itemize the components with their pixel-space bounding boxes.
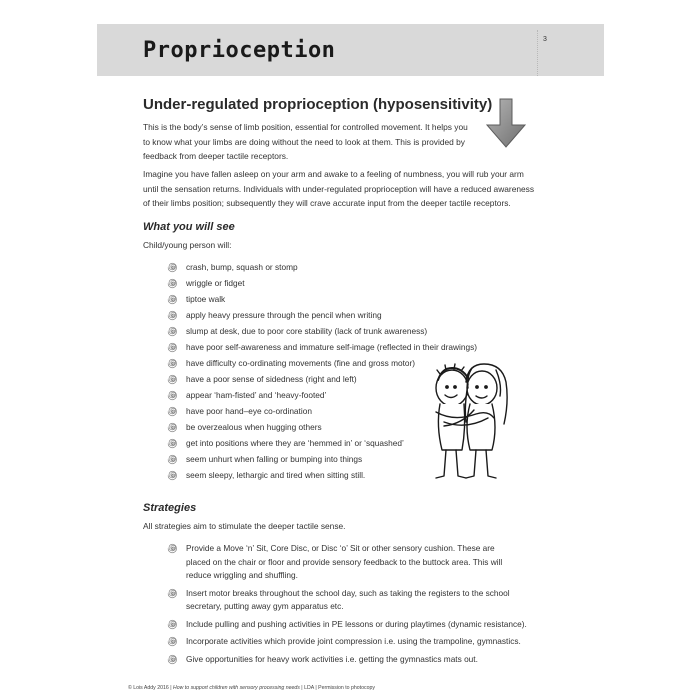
list-item (167, 635, 567, 649)
list-item (167, 262, 477, 278)
spiral-bullet-icon (167, 406, 178, 417)
footer-book-title: How to support children with sensory processing needs (172, 685, 300, 691)
list-item-text: tiptoe walk (186, 294, 226, 304)
header-divider (537, 30, 538, 76)
spiral-bullet-icon (167, 654, 178, 665)
hugging-children-illustration (414, 360, 534, 482)
list-item (167, 326, 477, 342)
footer-publisher: LDA (304, 685, 314, 691)
spiral-bullet-icon (167, 636, 178, 647)
list-item (167, 587, 567, 614)
list-item-text: have poor hand–eye co-ordination (186, 406, 312, 416)
spiral-bullet-icon (167, 619, 178, 630)
section-content (143, 96, 513, 164)
spiral-bullet-icon (167, 588, 178, 599)
list-item (167, 278, 477, 294)
page-header (97, 24, 604, 76)
list-item (167, 294, 477, 310)
spiral-bullet-icon (167, 358, 178, 369)
spiral-bullet-icon (167, 326, 178, 337)
example-line: until the sensation returns. Individuals with under-regulated proprioception will have a reduced awareness (143, 183, 535, 194)
what-you-will-see-heading: What you will see (143, 221, 235, 233)
strategy-list (167, 542, 567, 670)
example-line: Imagine you have fallen asleep on your arm and awake to a feeling of numbness, you will rub your arm (143, 169, 524, 179)
list-item-text: placed on the chair or floor and provide sensory feedback to the buttock area. This will (186, 556, 503, 567)
list-item (167, 310, 477, 326)
footer-copyright: © Lois Addy 2016 (128, 685, 169, 691)
page-number: 3 (543, 36, 547, 43)
list-item-text: reduce wriggling and shuffling. (186, 570, 298, 580)
footer-permission: Permission to photocopy (318, 685, 375, 691)
list-item-text: crash, bump, squash or stomp (186, 262, 298, 272)
list-item-text: Provide a Move ‘n’ Sit, Core Disc, or Disc ‘o’ Sit or other sensory cushion. These are (186, 543, 495, 553)
intro-paragraph (143, 120, 513, 164)
spiral-bullet-icon (167, 262, 178, 273)
intro-line: This is the body’s sense of limb position, essential for controlled movement. It helps you (143, 122, 468, 132)
list-item-text: be overzealous when hugging others (186, 422, 322, 432)
list-item-text: Include pulling and pushing activities in PE lessons or during playtimes (dynamic resistance). (186, 618, 527, 629)
page-footer: © Lois Addy 2016 | How to support children with sensory processing needs | LDA | Permission to photocopy (128, 685, 375, 691)
spiral-bullet-icon (167, 278, 178, 289)
list-item (167, 342, 477, 358)
list-item-text: slump at desk, due to poor core stability (lack of trunk awareness) (186, 326, 428, 336)
list-item-text: apply heavy pressure through the pencil when writing (186, 310, 382, 320)
spiral-bullet-icon (167, 342, 178, 353)
list-item-text: Incorporate activities which provide joint compression i.e. using the trampoline, gymnastics. (186, 636, 521, 646)
list-item-text: have difficulty co-ordinating movements (fine and gross motor) (186, 358, 416, 368)
strategies-heading: Strategies (143, 502, 197, 514)
list-item-text: appear ‘ham-fisted’ and ‘heavy-footed’ (186, 390, 327, 400)
list-item-text: secretary, putting away gym apparatus etc. (186, 601, 344, 611)
list-item-text: Insert motor breaks throughout the school day, such as taking the registers to the school (186, 587, 510, 598)
spiral-bullet-icon (167, 438, 178, 449)
list-item (167, 618, 567, 632)
list-item-text: seem unhurt when falling or bumping into things (186, 454, 363, 464)
strategies-intro: All strategies aim to stimulate the deeper tactile sense. (143, 521, 346, 531)
list-item-text: get into positions where they are ‘hemmed in’ or ‘squashed’ (186, 438, 404, 448)
spiral-bullet-icon (167, 422, 178, 433)
spiral-bullet-icon (167, 390, 178, 401)
spiral-bullet-icon (167, 543, 178, 554)
list-item-text: have poor self-awareness and immature self-image (reflected in their drawings) (186, 342, 477, 352)
section-heading: Under-regulated proprioception (hyposensitivity) (143, 96, 493, 113)
see-intro: Child/young person will: (143, 240, 232, 250)
spiral-bullet-icon (167, 310, 178, 321)
list-item-text: seem sleepy, lethargic and tired when sitting still. (186, 470, 366, 480)
page-title: Proprioception (143, 38, 336, 63)
spiral-bullet-icon (167, 374, 178, 385)
list-item (167, 653, 567, 667)
intro-line: feedback from deeper tactile receptors. (143, 151, 289, 161)
example-paragraph (143, 167, 563, 211)
list-item-text: Give opportunities for heavy work activities i.e. getting the gymnastics mats out. (186, 653, 478, 664)
spiral-bullet-icon (167, 454, 178, 465)
intro-line: to know what your limbs are doing without the need to look at them. This is provided by (143, 136, 465, 147)
example-line: of their limbs position; subsequently they will crave accurate input from the deeper tactile receptors. (143, 198, 511, 208)
list-item (167, 542, 567, 583)
spiral-bullet-icon (167, 294, 178, 305)
list-item-text: have a poor sense of sidedness (right and left) (186, 374, 357, 384)
spiral-bullet-icon (167, 470, 178, 481)
list-item-text: wriggle or fidget (186, 278, 245, 288)
